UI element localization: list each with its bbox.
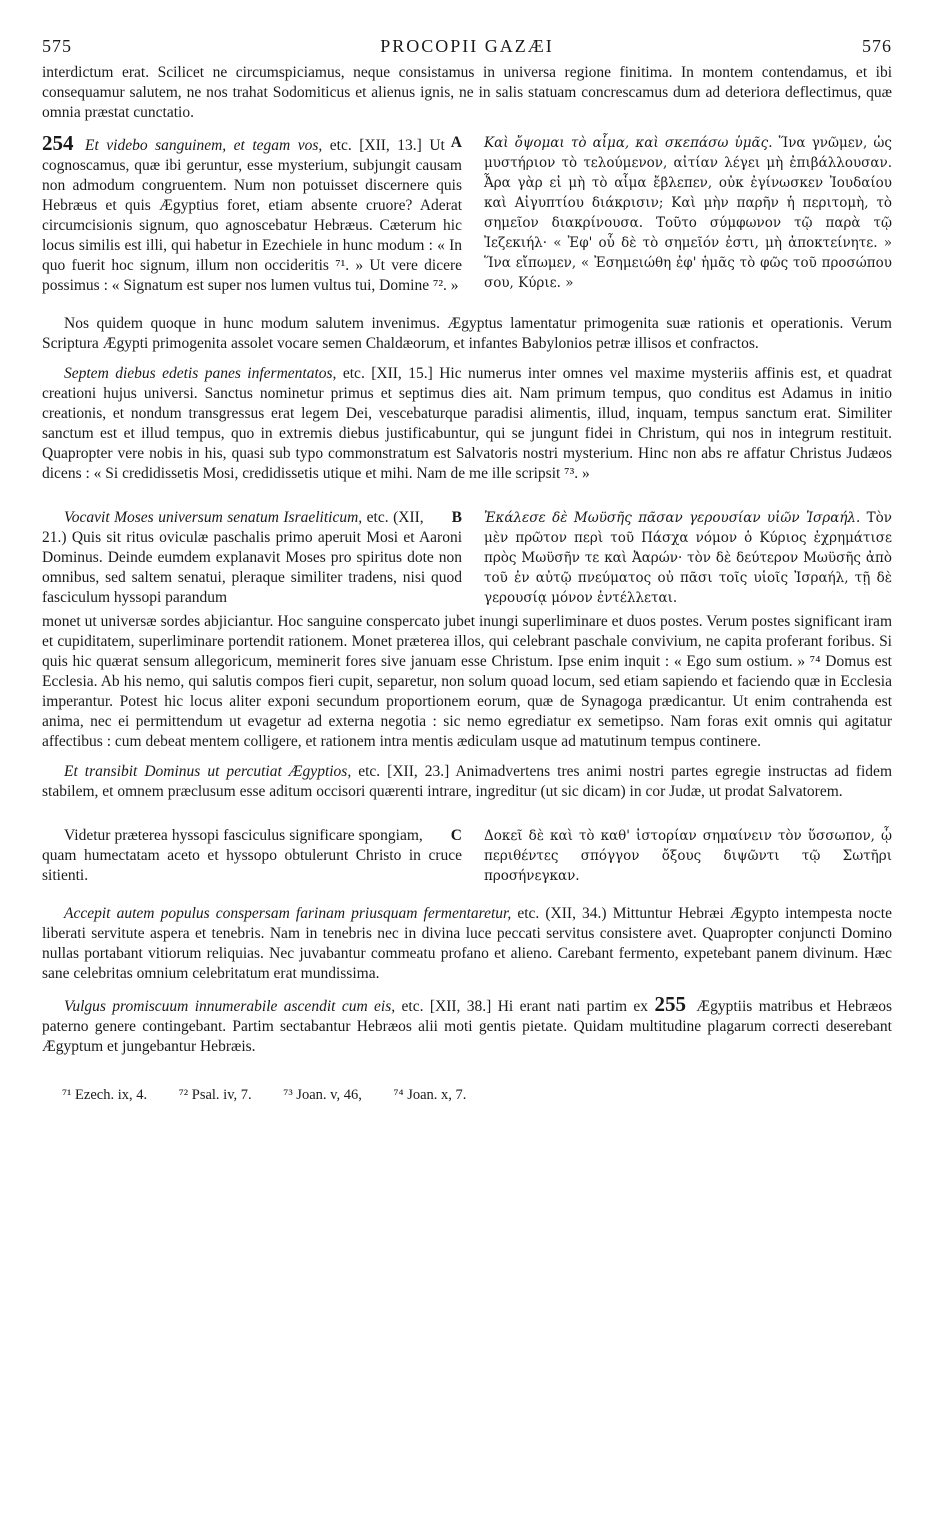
greek-column: [484, 133, 892, 296]
greek-text: Δοκεῖ δὲ καὶ τὸ καθ' ἱστορίαν σημαίνειν τὸν ὕσσωπον, ᾧ περιθέντες σπόγγον ὄξους διψῶντι τῷ Σωτῆρι προσήνεγκαν.: [484, 828, 892, 884]
page: [42, 36, 892, 1104]
paragraph-text: etc. [XII, 23.] Animadvertens tres animi nostri partes egregie instructas ad fidem stabilem, et omnem præclusum esse aditum occisori quærenti intrare, ingreditur (ut sic dicam) in cor Judæ, ut prodat Salvatorem.: [42, 763, 892, 800]
page-number-left: 575: [42, 36, 72, 56]
greek-lemma: Ἐκάλεσε δὲ Μωϋσῆς πᾶσαν γερουσίαν υἱῶν Ἰσραήλ.: [484, 510, 861, 526]
paragraph-5: [42, 762, 892, 802]
greek-text: Ἵνα γνῶμεν, ὡς μυστήριον τὸ τελούμενον, αἰτίαν λέγει μὴ ἐπιβάλλουσαν. Ἆρα γὰρ εἰ μὴ τὸ αἷμα ἔβλεπεν, οὐκ ἐγίνωσκεν Ἰουδαίου καὶ Αἰγυπτίου διάκρισιν; Καὶ μὴν παρῆν ἡ περιτομὴ, τὸ σημεῖον διακρίνουσα. Τοῦτο σύμφωνον τῷ παρὰ τῷ Ἰεζεκιήλ· « Ἐφ' οὗ δὲ τὸ σημεῖόν ἐστι, μὴ ἀποκτείνητε. » Ἵνα εἴπωμεν, « Ἐσημειώθη ἐφ' ἡμᾶς τὸ φῶς τοῦ προσώπου σου, Κύριε. »: [484, 135, 892, 291]
lemma: Et videbo sanguinem, et tegam vos,: [85, 137, 323, 154]
side-marker: C: [450, 827, 462, 844]
paragraph-3: [42, 364, 892, 484]
reference: etc. [XII, 13.]: [329, 137, 422, 154]
lemma: Septem diebus edetis panes infermentatos,: [64, 365, 337, 382]
latin-column: [42, 826, 462, 886]
greek-text: Τὸν μὲν πρῶτον περὶ τοῦ Πάσχα νόμον ὁ Κύριος ἐχρημάτισε πρὸς Μωϋσῆν τε καὶ Ἀαρών· τὸν δὲ δεύτερον Μωϋσῆς ἀπὸ τοῦ ἐν αὐτῷ πνεύματος οὐ πᾶσι τοῖς υἱοῖς Ἰσραήλ, τῇ δὲ γερουσίᾳ μόνον ἐντέλλεται.: [484, 510, 892, 606]
latin-text: Ut cognoscamus, quæ ibi geruntur, esse mysterium, subjungit causam non admodum congruentem. Num non potuisset discernere quis Hebræus et quis Ægyptius foret, etiam absente cruore? Aderat circumcisionis signum, quo agnoscebatur Hebræus. Cæterum hic locus similis est illi, qui habetur in Ezechiele in hunc modum : « In quo fuerit hoc signum, illum non occideritis ⁷¹. » Ut vere dicere possimus : « Signatum est super nos lumen vultus tui, Domine ⁷². »: [42, 137, 462, 294]
greek-lemma: Καὶ ὄψομαι τὸ αἷμα, καὶ σκεπάσω ὑμᾶς.: [484, 135, 773, 151]
paragraph-text: Ægyptiis matribus et Hebræos paterno genere contingebant. Partim sectabantur Hebræos alii moti gentis pietate. Quidam multitudine plagarum correcti deserebant Ægyptum et jungebantur Hebræis.: [42, 998, 893, 1055]
running-title: PROCOPII GAZÆI: [380, 36, 554, 56]
intro-paragraph: interdictum erat. Scilicet ne circumspiciamus, neque consistamus in universa regione finitima. In montem contendamus, et ibi consequamur salutem, ne nos trahat Sodomiticus et alienus ignis, ne in salis statuam concrescamus dum ad deteriora deflectimus, quæ omnia præstat cunctatio.: [42, 64, 892, 121]
paragraph-text: etc. (XII, 34.) Mittuntur Hebræi Ægypto intempesta nocte liberati servitute aspera et tenebris. Nam in tenebris nec in divina luce peccati servitus consistere avet. Quapropter conjuncti Domino nullas portabant vitiorum reliquias. Nec juvabantur commeatu profano et alieno. Carebant fermento, expetebant panem divinum. Hæc sane celebritas omnium celebritatum erat mundissima.: [42, 905, 892, 982]
paragraph-text: etc. [XII, 15.] Hic numerus inter omnes vel maxime mysteriis affinis est, et quadrat creationi hujus universi. Sanctus nominetur primus et septimus dies ait. Nam primum tempus, quo conditus est Adamus in initio creationis, et nondum transgressus erat legem Dei, vescebaturque paradisi alimentis, illud, inquam, tempus sanctum erat. Similiter sanctum est et illud tempus, quo in extremis diebus justificabuntur, qui se jungunt fidei in Christum, qui nos in integrum restituit. Quapropter vere nobis in his, quasi sub typo commonstratum est Salvatoris nostri mysterium. Hinc non abs re affatur Christus Judæos dicens : « Si credidissetis Mosi, credidissetis utique et mihi. Nam de me ille scripsit ⁷³. »: [42, 365, 893, 482]
footnote: ⁷¹ Ezech. ix, 4.: [62, 1087, 148, 1103]
page-header: [42, 36, 892, 57]
paragraph-4: monet ut universæ sordes abjiciantur. Hoc sanguine conspercato jubet inungi superliminare et duos postes. Verum postes significant iram et cupiditatem, superliminare portendit rationem. Monet præterea illos, qui celebrant paschale convivium, ne capita proferant foribus. Si quis hic quærat sensum allegoricum, meminerit fores sive januam esse Christum. Ipse enim inquit : « Ego sum ostium. » ⁷⁴ Domus est Ecclesia. Ab his nemo, qui salutis compos fieri cupit, separetur, non solum quoad locum, sed etiam sapiendo et faciendo quæ in Ecclesia imperantur. Potest hic locus aliter exponi secundum proportionem eorum, quæ de Synagoga prædicantur. Ut enim contrahenda est anima, nec ei permittendum ut evagetur ad externa negotia : sic nemo egrediatur ex semetipso. Nam foras exit omnis qui agitatur affectibus : cum debeat mentem colligere, et rationem intra mentis ædiculam usque ad matutinum tempus continere.: [42, 613, 892, 750]
latin-text: Videtur præterea hyssopi fasciculus significare spongiam, quam humectatam aceto et hyssopo obtulerunt Christo in cruce sitienti.: [42, 827, 462, 884]
footnotes: [42, 1087, 892, 1104]
side-marker: B: [451, 509, 462, 526]
latin-column: [42, 508, 462, 608]
latin-column: [42, 133, 462, 296]
paragraph-7: [42, 994, 892, 1057]
page-number-right: 576: [861, 36, 892, 56]
column-marker: 254: [42, 131, 74, 155]
lemma: Vocavit Moses universum senatum Israeliticum,: [64, 509, 363, 526]
section-254: [42, 133, 892, 296]
paragraph-text: etc. [XII, 38.] Hi erant nati partim ex: [401, 998, 649, 1015]
latin-text: etc. (XII, 21.) Quis sit ritus oviculæ paschalis primo aperuit Mosi et Aaroni Dominus. Deinde eumdem explanavit Moses pro spiritus dote non omnibus, sed saltem senatui, pleraque similiter tradens, nisi quod fasciculum hyssopi parandum: [42, 509, 462, 606]
section-c: [42, 826, 892, 886]
footnote: ⁷³ Joan. v, 46,: [283, 1087, 362, 1103]
greek-column: [484, 826, 892, 886]
lemma: Et transibit Dominus ut percutiat Ægyptios,: [64, 763, 352, 780]
paragraph-2: Nos quidem quoque in hunc modum salutem invenimus. Ægyptus lamentatur primogenita suæ rationis et operationis. Verum Scriptura Ægypti primogenita assolet vocare semen Chaldæorum, et infantes Babylonios petræ illisos et confractos.: [42, 315, 892, 352]
paragraph-6: [42, 904, 892, 984]
lemma: Accepit autem populus conspersam farinam priusquam fermentaretur,: [64, 905, 512, 922]
lemma: Vulgus promiscuum innumerabile ascendit cum eis,: [64, 998, 396, 1015]
column-marker: 255: [654, 992, 686, 1016]
footnote: ⁷² Psal. iv, 7.: [178, 1087, 252, 1103]
side-marker: A: [450, 134, 462, 151]
footnote: ⁷⁴ Joan. x, 7.: [393, 1087, 467, 1103]
section-b: [42, 508, 892, 608]
greek-column: [484, 508, 892, 608]
